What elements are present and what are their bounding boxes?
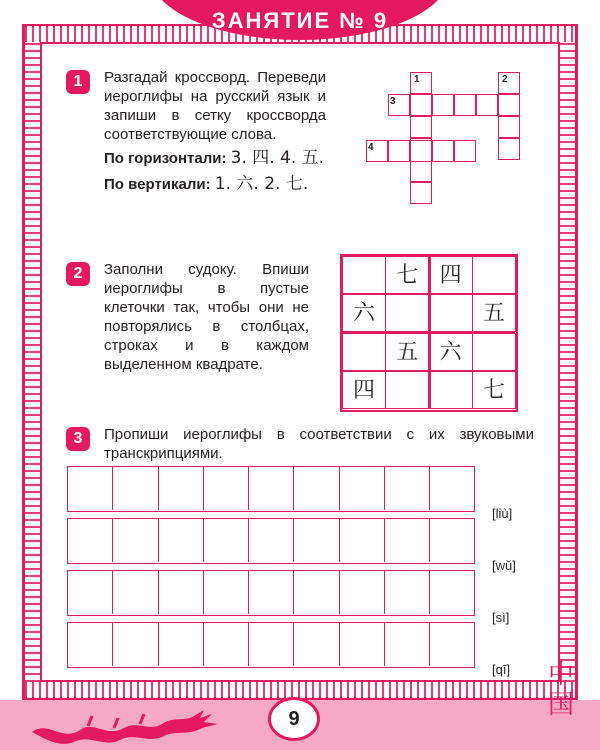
crossword-cell[interactable] xyxy=(498,138,520,160)
writing-row xyxy=(67,570,475,616)
sudoku-empty-cell[interactable] xyxy=(429,371,473,409)
transcription-label: [qī] xyxy=(492,662,511,677)
china-seal xyxy=(543,660,579,720)
writing-cell[interactable] xyxy=(385,467,430,510)
crossword-cell[interactable] xyxy=(410,94,432,116)
writing-cell[interactable] xyxy=(340,623,385,666)
crossword-cell[interactable] xyxy=(498,116,520,138)
transcription-label: [liù] xyxy=(492,506,513,521)
crossword-cell[interactable] xyxy=(432,94,454,116)
sudoku-given-cell: 四 xyxy=(429,256,473,294)
writing-cell[interactable] xyxy=(68,519,113,562)
crossword-cell[interactable] xyxy=(432,140,454,162)
task1-number-badge: 1 xyxy=(66,70,90,94)
task2-instructions: Заполни судоку. Впиши иероглифы в пустые клеточки так, чтобы они не повторялись в столбцах, строках и в каждом выделенном квадрате. xyxy=(104,261,309,373)
writing-cell[interactable] xyxy=(113,623,158,666)
writing-cell[interactable] xyxy=(159,467,204,510)
crossword-clue-number: 2 xyxy=(502,74,508,85)
crossword-cell[interactable] xyxy=(410,116,432,138)
writing-cell[interactable] xyxy=(295,623,340,666)
writing-cell[interactable] xyxy=(159,519,204,562)
sudoku-grid xyxy=(340,254,518,412)
horizontal-label: По горизонтали: xyxy=(104,150,227,167)
sudoku-given-cell: 五 xyxy=(385,333,429,371)
sudoku-given-cell: 七 xyxy=(472,371,516,409)
writing-cell[interactable] xyxy=(385,571,430,614)
vertical-label: По вертикали: xyxy=(104,176,211,193)
sudoku-empty-cell[interactable] xyxy=(342,256,386,294)
writing-cell[interactable] xyxy=(295,467,340,510)
horizontal-items: 3. 四. 4. 五. xyxy=(230,148,325,168)
writing-cell[interactable] xyxy=(295,571,340,614)
writing-cell[interactable] xyxy=(249,623,294,666)
writing-cell[interactable] xyxy=(249,467,294,510)
crossword-cell[interactable] xyxy=(410,182,432,204)
writing-cell[interactable] xyxy=(159,571,204,614)
crossword-cell[interactable] xyxy=(476,94,498,116)
writing-row xyxy=(67,622,475,668)
writing-cell[interactable] xyxy=(113,571,158,614)
transcription-label: [sì] xyxy=(492,610,510,625)
writing-cell[interactable] xyxy=(204,571,249,614)
crossword-clue-number: 4 xyxy=(368,142,374,153)
sudoku-empty-cell[interactable] xyxy=(429,294,473,332)
writing-cell[interactable] xyxy=(340,571,385,614)
page-title: ЗАНЯТИЕ № 9 xyxy=(211,8,389,33)
sudoku-given-cell: 六 xyxy=(342,294,386,332)
greek-key-border-bottom xyxy=(25,682,575,698)
writing-row xyxy=(67,466,475,512)
writing-cell[interactable] xyxy=(430,467,475,510)
writing-row xyxy=(67,518,475,564)
writing-cell[interactable] xyxy=(249,519,294,562)
task2-number-badge: 2 xyxy=(66,262,90,286)
writing-cell[interactable] xyxy=(249,571,294,614)
crossword-cell[interactable] xyxy=(410,140,432,162)
page-number: 9 xyxy=(268,697,320,741)
task1-horizontal-clues xyxy=(104,148,324,169)
crossword-cell[interactable] xyxy=(410,160,432,182)
vertical-items: 1. 六. 2. 七. xyxy=(214,174,309,194)
crossword-cell[interactable] xyxy=(454,140,476,162)
sudoku-empty-cell[interactable] xyxy=(472,256,516,294)
crossword-clue-number: 1 xyxy=(414,74,420,85)
task1-vertical-clues xyxy=(104,174,308,195)
writing-cell[interactable] xyxy=(68,467,113,510)
sudoku-given-cell: 五 xyxy=(472,294,516,332)
writing-cell[interactable] xyxy=(113,467,158,510)
writing-cell[interactable] xyxy=(113,519,158,562)
greek-key-border-right xyxy=(559,42,575,682)
transcription-label: [wǔ] xyxy=(492,558,516,573)
writing-cell[interactable] xyxy=(204,519,249,562)
writing-cell[interactable] xyxy=(295,519,340,562)
seal-text: 中国 xyxy=(547,660,574,720)
writing-cell[interactable] xyxy=(385,519,430,562)
sudoku-given-cell: 七 xyxy=(385,256,429,294)
writing-cell[interactable] xyxy=(68,571,113,614)
writing-cell[interactable] xyxy=(430,571,475,614)
writing-cell[interactable] xyxy=(340,467,385,510)
sudoku-empty-cell[interactable] xyxy=(385,371,429,409)
sudoku-empty-cell[interactable] xyxy=(472,333,516,371)
writing-cell[interactable] xyxy=(68,623,113,666)
crossword-cell[interactable] xyxy=(454,94,476,116)
writing-cell[interactable] xyxy=(159,623,204,666)
task1-instructions: Разгадай кроссворд. Переведи иероглифы на русский язык и запиши в сетку кроссворда соответствующие слова. xyxy=(104,69,326,143)
writing-cell[interactable] xyxy=(204,467,249,510)
crossword-clue-number: 3 xyxy=(390,96,396,107)
dragon-illustration xyxy=(28,702,228,748)
writing-cell[interactable] xyxy=(430,519,475,562)
task3-number-badge: 3 xyxy=(66,427,90,451)
crossword-cell[interactable] xyxy=(498,94,520,116)
greek-key-border-left xyxy=(25,42,41,682)
writing-cell[interactable] xyxy=(430,623,475,666)
writing-cell[interactable] xyxy=(204,623,249,666)
task3-instructions: Пропиши иероглифы в соответствии с их звуковыми транскрипциями. xyxy=(104,426,534,462)
sudoku-empty-cell[interactable] xyxy=(342,333,386,371)
writing-cell[interactable] xyxy=(385,623,430,666)
writing-cell[interactable] xyxy=(340,519,385,562)
crossword-cell[interactable] xyxy=(388,140,410,162)
sudoku-given-cell: 六 xyxy=(429,333,473,371)
sudoku-empty-cell[interactable] xyxy=(385,294,429,332)
sudoku-given-cell: 四 xyxy=(342,371,386,409)
